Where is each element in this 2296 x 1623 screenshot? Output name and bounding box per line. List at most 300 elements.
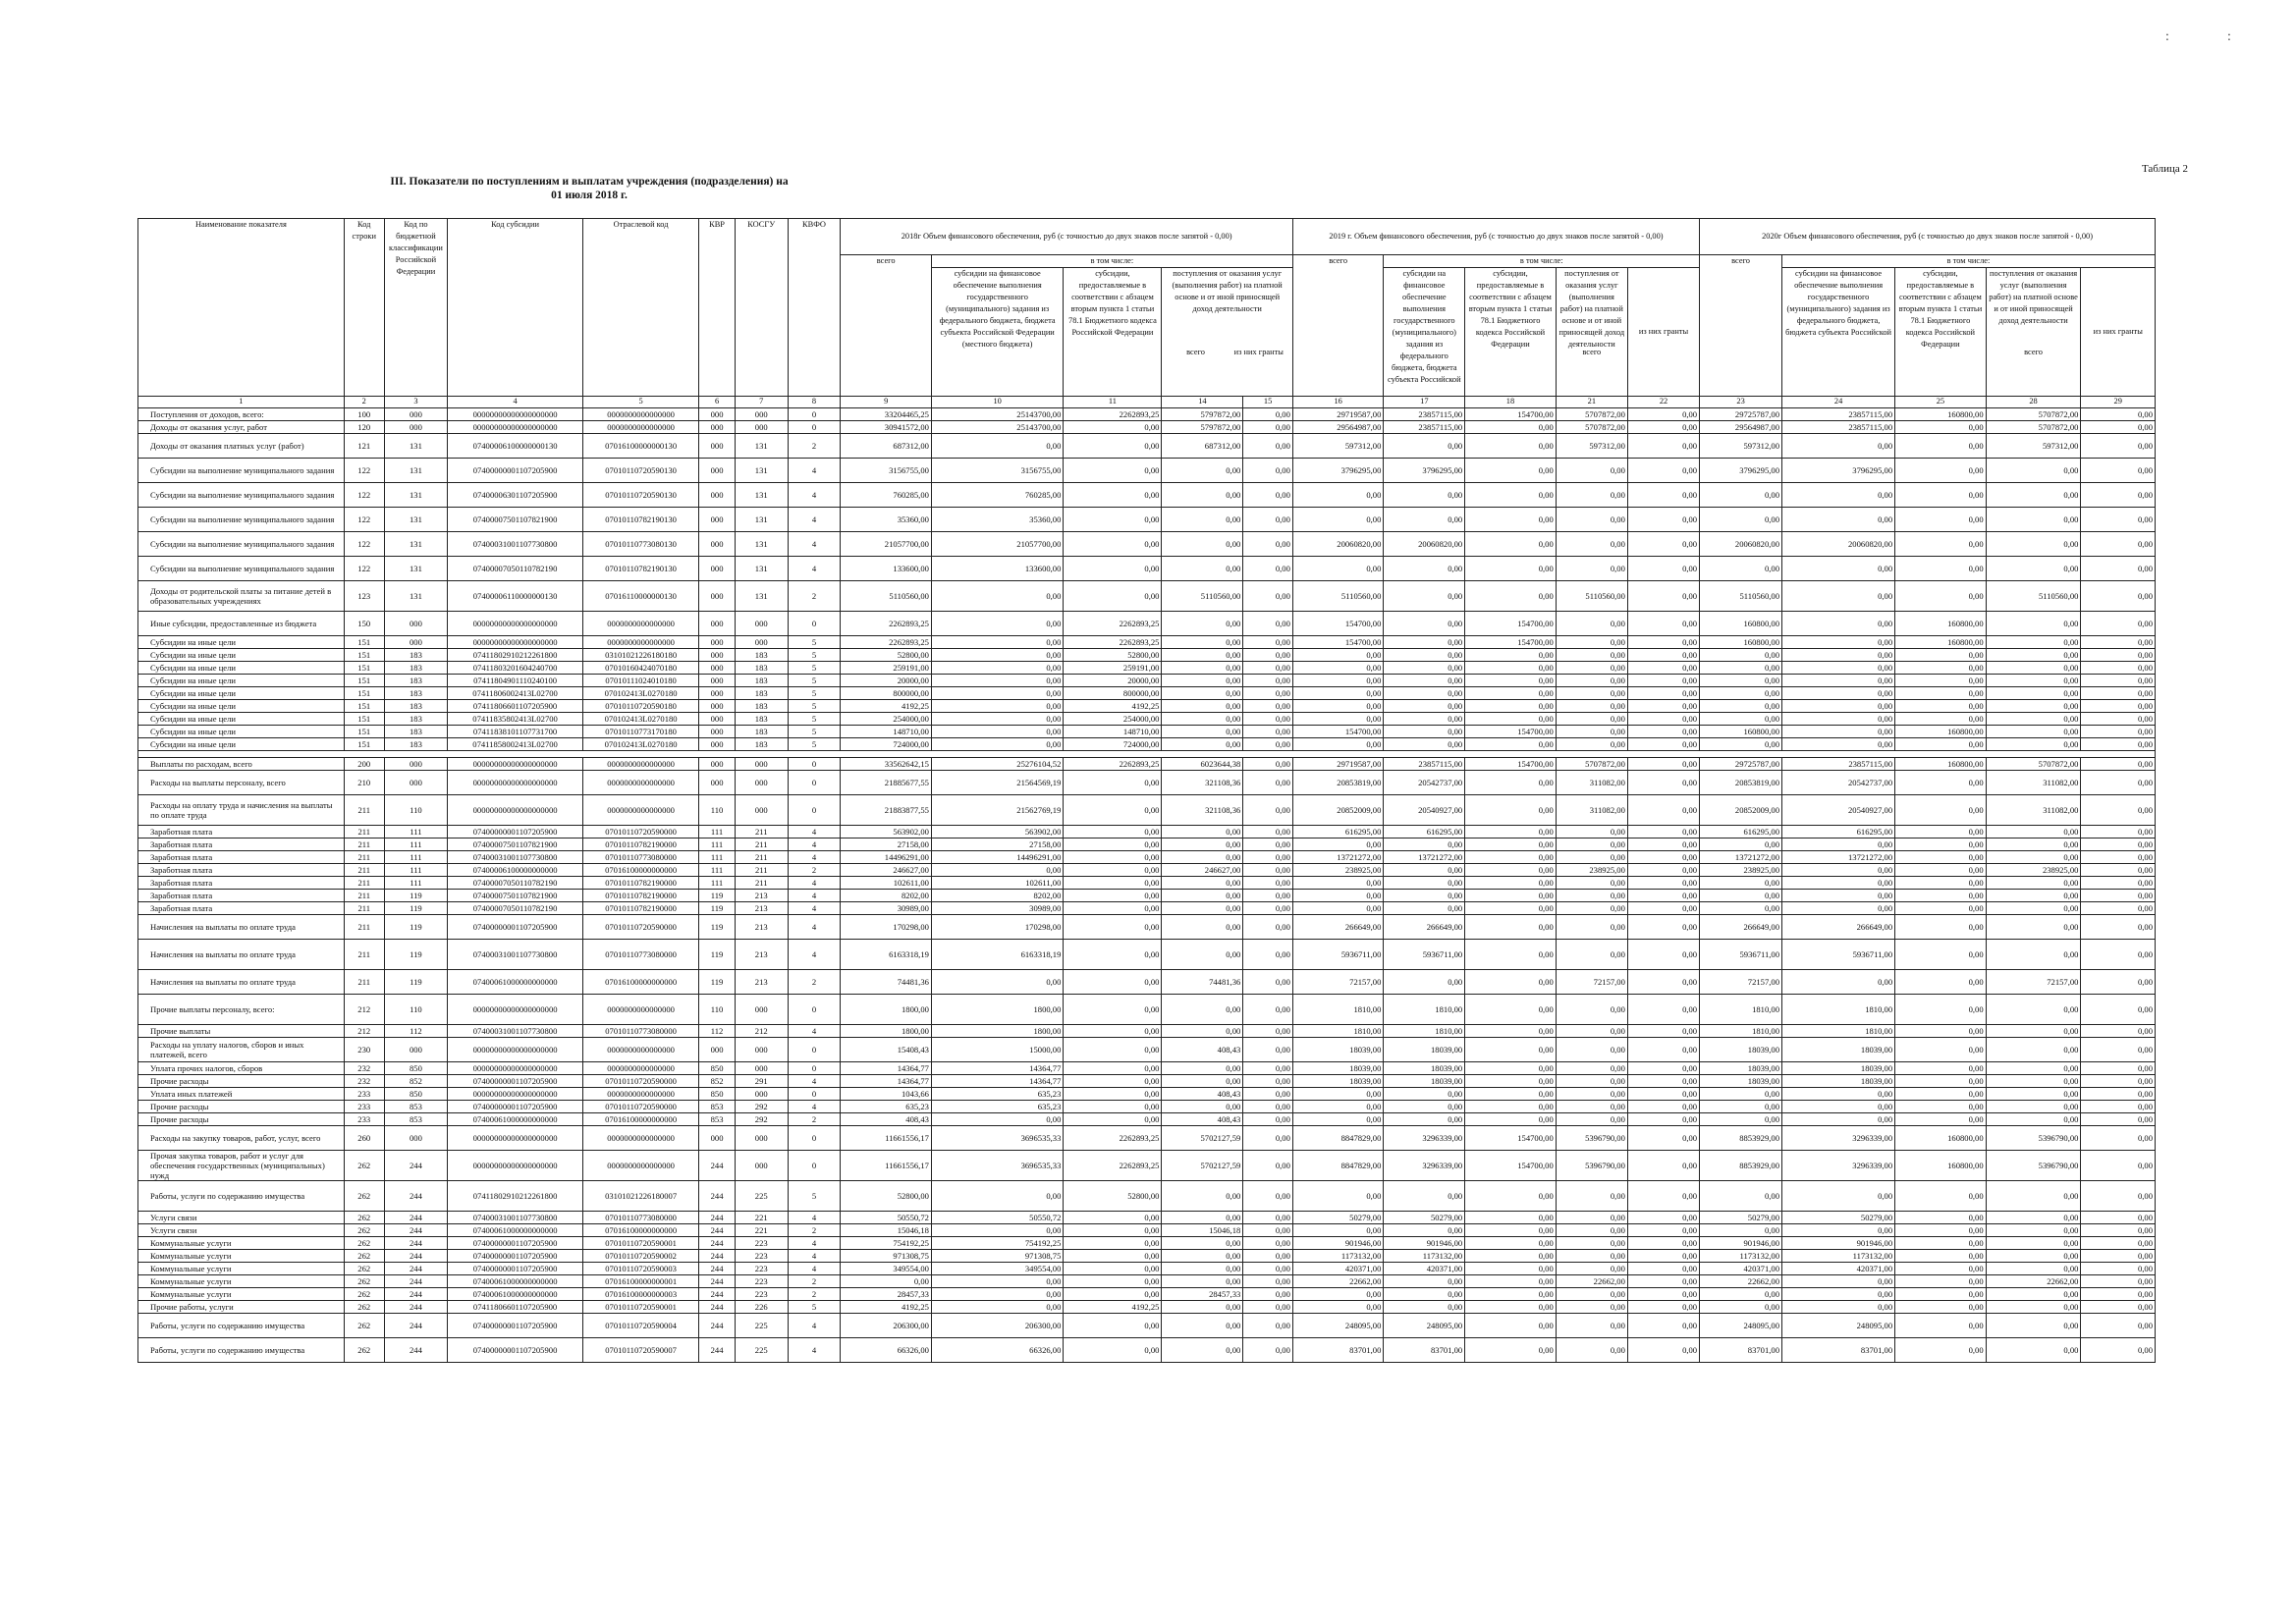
- code-cell: 000: [735, 1088, 788, 1101]
- code-cell: 244: [384, 1224, 448, 1237]
- sub-art78-header: субсидии, предоставляемые в соответствии с абзацем вторым пункта 1 статьи 78.1 Бюджетного кодекса Российской Федерации: [1895, 268, 1987, 397]
- amount-cell: 0,00: [1627, 421, 1699, 434]
- amount-cell: 0,00: [1986, 459, 2081, 483]
- amount-cell: 0,00: [931, 738, 1063, 751]
- amount-cell: 30941572,00: [841, 421, 932, 434]
- amount-cell: 971308,75: [841, 1250, 932, 1263]
- amount-cell: 0,00: [1627, 1025, 1699, 1038]
- code-cell: 00000000000000000000: [448, 1126, 583, 1151]
- amount-cell: 311082,00: [1986, 771, 2081, 795]
- amount-cell: 0,00: [2081, 1101, 2156, 1113]
- amount-cell: 0,00: [1162, 508, 1243, 532]
- code-cell: 119: [699, 970, 736, 995]
- amount-cell: 0,00: [1895, 995, 1987, 1025]
- amount-cell: 18039,00: [1292, 1062, 1384, 1075]
- indicator-name-cell: Заработная плата: [138, 902, 345, 915]
- table-row: [138, 421, 2156, 434]
- amount-cell: 0,00: [1384, 687, 1465, 700]
- amount-cell: 14364,77: [931, 1075, 1063, 1088]
- amount-cell: 160800,00: [1700, 636, 1782, 649]
- amount-cell: 5110560,00: [1556, 581, 1627, 612]
- code-cell: 2: [788, 434, 841, 459]
- amount-cell: 0,00: [2081, 1212, 2156, 1224]
- code-cell: 000: [384, 408, 448, 421]
- code-cell: 183: [735, 649, 788, 662]
- amount-cell: 760285,00: [841, 483, 932, 508]
- code-cell: 119: [699, 940, 736, 970]
- code-cell: 07016100000000003: [582, 1288, 698, 1301]
- amount-cell: 0,00: [1895, 1314, 1987, 1338]
- amount-cell: 5396790,00: [1556, 1126, 1627, 1151]
- code-cell: 07016100000000001: [582, 1275, 698, 1288]
- amount-cell: 21883877,55: [841, 795, 932, 826]
- table-row: [138, 459, 2156, 483]
- code-cell: 000: [699, 581, 736, 612]
- amount-cell: 1043,66: [841, 1088, 932, 1101]
- code-cell: 2: [788, 970, 841, 995]
- code-cell: 000: [699, 459, 736, 483]
- amount-cell: 0,00: [1782, 1088, 1895, 1101]
- code-cell: 00000000000000000000: [448, 995, 583, 1025]
- amount-cell: 0,00: [1465, 1275, 1557, 1288]
- indicator-name-cell: Работы, услуги по содержанию имущества: [138, 1181, 345, 1212]
- amount-cell: 0,00: [1465, 1075, 1557, 1088]
- code-cell: 244: [384, 1237, 448, 1250]
- indicator-name-cell: Заработная плата: [138, 890, 345, 902]
- amount-cell: 20542737,00: [1384, 771, 1465, 795]
- amount-cell: 597312,00: [1700, 434, 1782, 459]
- table-row: [138, 771, 2156, 795]
- amount-cell: 52800,00: [1064, 649, 1162, 662]
- amount-cell: 170298,00: [841, 915, 932, 940]
- amount-cell: 754192,25: [931, 1237, 1063, 1250]
- amount-cell: 0,00: [1895, 649, 1987, 662]
- amount-cell: 0,00: [1556, 1181, 1627, 1212]
- amount-cell: 29725787,00: [1700, 758, 1782, 771]
- amount-cell: 0,00: [1384, 839, 1465, 851]
- amount-cell: 18039,00: [1384, 1062, 1465, 1075]
- amount-cell: 0,00: [931, 662, 1063, 675]
- amount-cell: 0,00: [1162, 1101, 1243, 1113]
- amount-cell: 0,00: [1627, 557, 1699, 581]
- amount-cell: 0,00: [1556, 1301, 1627, 1314]
- amount-cell: 8847829,00: [1292, 1151, 1384, 1181]
- code-cell: 07010110720590001: [582, 1301, 698, 1314]
- amount-cell: 3296339,00: [1782, 1151, 1895, 1181]
- amount-cell: 0,00: [1384, 902, 1465, 915]
- amount-cell: 1173132,00: [1292, 1250, 1384, 1263]
- amount-cell: 0,00: [1627, 726, 1699, 738]
- code-cell: 07400007050110782190: [448, 877, 583, 890]
- code-cell: 4: [788, 1101, 841, 1113]
- amount-cell: 321108,36: [1162, 771, 1243, 795]
- code-cell: 03101021226180180: [582, 649, 698, 662]
- amount-cell: 154700,00: [1465, 1126, 1557, 1151]
- amount-cell: 0,00: [2081, 970, 2156, 995]
- column-number: 14: [1162, 397, 1243, 408]
- code-cell: 000: [699, 758, 736, 771]
- amount-cell: 0,00: [1895, 1212, 1987, 1224]
- paid-services-label: поступления от оказания услуг (выполнения работ) на платной основе и от иной приносящей доход деятельности: [1172, 269, 1283, 313]
- code-cell: 000: [699, 532, 736, 557]
- amount-cell: 29564987,00: [1292, 421, 1384, 434]
- amount-cell: 0,00: [1162, 1237, 1243, 1250]
- column-number: 3: [384, 397, 448, 408]
- amount-cell: 0,00: [1465, 1301, 1557, 1314]
- amount-cell: 20542737,00: [1782, 771, 1895, 795]
- code-cell: 5: [788, 1181, 841, 1212]
- amount-cell: 0,00: [1465, 1101, 1557, 1113]
- amount-cell: 0,00: [1556, 1212, 1627, 1224]
- code-cell: 211: [344, 795, 384, 826]
- code-cell: 223: [735, 1250, 788, 1263]
- amount-cell: 0,00: [1700, 902, 1782, 915]
- amount-cell: 0,00: [2081, 581, 2156, 612]
- amount-cell: 0,00: [1243, 687, 1293, 700]
- amount-cell: 0,00: [1627, 459, 1699, 483]
- amount-cell: 0,00: [1243, 1075, 1293, 1088]
- amount-cell: 1810,00: [1782, 995, 1895, 1025]
- amount-cell: 52800,00: [841, 1181, 932, 1212]
- amount-cell: 0,00: [1986, 940, 2081, 970]
- amount-cell: 1800,00: [931, 1025, 1063, 1038]
- table-row: [138, 636, 2156, 649]
- amount-cell: 246627,00: [1162, 864, 1243, 877]
- amount-cell: 3696535,33: [931, 1151, 1063, 1181]
- amount-cell: 72157,00: [1700, 970, 1782, 995]
- amount-cell: 18039,00: [1782, 1038, 1895, 1062]
- amount-cell: 0,00: [1064, 459, 1162, 483]
- amount-cell: 5936711,00: [1292, 940, 1384, 970]
- amount-cell: 0,00: [1986, 1224, 2081, 1237]
- table-row: [138, 532, 2156, 557]
- amount-cell: 0,00: [1384, 434, 1465, 459]
- code-cell: 0: [788, 1126, 841, 1151]
- code-cell: 0: [788, 1151, 841, 1181]
- code-cell: 221: [735, 1224, 788, 1237]
- indicator-name-cell: Начисления на выплаты по оплате труда: [138, 970, 345, 995]
- amount-cell: 5936711,00: [1384, 940, 1465, 970]
- amount-cell: 0,00: [1700, 557, 1782, 581]
- indicator-name-cell: Прочие расходы: [138, 1113, 345, 1126]
- code-cell: 4: [788, 890, 841, 902]
- table-row: [138, 915, 2156, 940]
- amount-cell: 0,00: [1064, 1038, 1162, 1062]
- amount-cell: 0,00: [1782, 877, 1895, 890]
- code-cell: 111: [699, 877, 736, 890]
- amount-cell: 0,00: [1064, 940, 1162, 970]
- amount-cell: 1800,00: [841, 995, 932, 1025]
- code-cell: 111: [384, 877, 448, 890]
- amount-cell: 0,00: [1465, 1314, 1557, 1338]
- amount-cell: 0,00: [1895, 1062, 1987, 1075]
- amount-cell: 0,00: [1986, 662, 2081, 675]
- amount-cell: 0,00: [1465, 1038, 1557, 1062]
- table-row: [138, 557, 2156, 581]
- amount-cell: 0,00: [1782, 738, 1895, 751]
- amount-cell: 2262893,25: [1064, 1126, 1162, 1151]
- amount-cell: 0,00: [2081, 902, 2156, 915]
- code-cell: 0: [788, 1038, 841, 1062]
- amount-cell: 0,00: [1895, 738, 1987, 751]
- code-cell: 0: [788, 408, 841, 421]
- amount-cell: 2262893,25: [1064, 636, 1162, 649]
- code-cell: 244: [384, 1338, 448, 1363]
- including-header: в том числе:: [931, 255, 1292, 268]
- code-cell: 225: [735, 1181, 788, 1212]
- amount-cell: 0,00: [1627, 1301, 1699, 1314]
- code-cell: 183: [384, 662, 448, 675]
- code-cell: 210: [344, 771, 384, 795]
- code-cell: 213: [735, 902, 788, 915]
- amount-cell: 18039,00: [1384, 1038, 1465, 1062]
- code-cell: 0000000000000000: [582, 1088, 698, 1101]
- amount-cell: 0,00: [1064, 581, 1162, 612]
- code-cell: 0000000000000000: [582, 421, 698, 434]
- code-cell: 000: [699, 434, 736, 459]
- table-row: [138, 1025, 2156, 1038]
- amount-cell: 635,23: [931, 1088, 1063, 1101]
- code-cell: 213: [735, 970, 788, 995]
- amount-cell: 3296339,00: [1384, 1151, 1465, 1181]
- amount-cell: 0,00: [1782, 1288, 1895, 1301]
- table-row: [138, 662, 2156, 675]
- amount-cell: 0,00: [1627, 675, 1699, 687]
- code-cell: 000: [699, 771, 736, 795]
- indicator-name-cell: Субсидии на иные цели: [138, 662, 345, 675]
- amount-cell: 724000,00: [1064, 738, 1162, 751]
- code-cell: 000: [699, 662, 736, 675]
- amount-cell: 800000,00: [841, 687, 932, 700]
- code-cell: 111: [384, 826, 448, 839]
- table-row: [138, 1181, 2156, 1212]
- amount-cell: 901946,00: [1782, 1237, 1895, 1250]
- code-cell: 00000000000000000000: [448, 771, 583, 795]
- amount-cell: 0,00: [1700, 1113, 1782, 1126]
- amount-cell: 160800,00: [1895, 408, 1987, 421]
- code-cell: 4: [788, 557, 841, 581]
- amount-cell: 0,00: [1243, 995, 1293, 1025]
- amount-cell: 800000,00: [1064, 687, 1162, 700]
- code-cell: 119: [699, 890, 736, 902]
- amount-cell: 0,00: [1627, 1038, 1699, 1062]
- code-cell: 07010110782190000: [582, 839, 698, 851]
- amount-cell: 1173132,00: [1782, 1250, 1895, 1263]
- code-cell: 07400031001107730800: [448, 1025, 583, 1038]
- code-cell: 211: [344, 915, 384, 940]
- code-cell: 110: [384, 995, 448, 1025]
- amount-cell: 0,00: [2081, 890, 2156, 902]
- code-cell: 000: [384, 421, 448, 434]
- amount-cell: 0,00: [1384, 1288, 1465, 1301]
- amount-cell: 0,00: [1162, 1250, 1243, 1263]
- amount-cell: 0,00: [1064, 890, 1162, 902]
- amount-cell: 0,00: [1556, 726, 1627, 738]
- code-cell: 110: [699, 995, 736, 1025]
- amount-cell: 563902,00: [931, 826, 1063, 839]
- code-cell: 000: [384, 1126, 448, 1151]
- amount-cell: 0,00: [2081, 1113, 2156, 1126]
- code-cell: 244: [384, 1288, 448, 1301]
- amount-cell: 0,00: [1162, 1181, 1243, 1212]
- table-row: [138, 649, 2156, 662]
- amount-cell: 0,00: [931, 612, 1063, 636]
- code-cell: 211: [344, 940, 384, 970]
- amount-cell: 0,00: [2081, 1288, 2156, 1301]
- table-row: [138, 1212, 2156, 1224]
- amount-cell: 0,00: [1556, 1101, 1627, 1113]
- indicator-name-cell: Прочие расходы: [138, 1075, 345, 1088]
- amount-cell: 72157,00: [1556, 970, 1627, 995]
- amount-cell: 0,00: [1064, 557, 1162, 581]
- table-row: [138, 890, 2156, 902]
- amount-cell: 5396790,00: [1986, 1126, 2081, 1151]
- total-header: всего: [1292, 255, 1384, 397]
- table-row: [138, 687, 2156, 700]
- table-row: [138, 726, 2156, 738]
- code-cell: 0000000000000000: [582, 1126, 698, 1151]
- code-cell: 223: [735, 1237, 788, 1250]
- indicator-name-cell: Заработная плата: [138, 877, 345, 890]
- amount-cell: 0,00: [1895, 1338, 1987, 1363]
- amount-cell: 0,00: [1243, 1301, 1293, 1314]
- amount-cell: 0,00: [1556, 1224, 1627, 1237]
- amount-cell: 0,00: [1465, 738, 1557, 751]
- amount-cell: 3156755,00: [841, 459, 932, 483]
- amount-cell: 0,00: [1465, 940, 1557, 970]
- amount-cell: 0,00: [1465, 1113, 1557, 1126]
- amount-cell: 0,00: [1627, 581, 1699, 612]
- amount-cell: 18039,00: [1700, 1062, 1782, 1075]
- amount-cell: 0,00: [1292, 662, 1384, 675]
- amount-cell: 1810,00: [1782, 1025, 1895, 1038]
- amount-cell: 0,00: [2081, 1301, 2156, 1314]
- code-cell: 233: [344, 1101, 384, 1113]
- amount-cell: 0,00: [1782, 970, 1895, 995]
- table-row: [138, 1075, 2156, 1088]
- amount-cell: 0,00: [1895, 557, 1987, 581]
- amount-cell: 0,00: [2081, 758, 2156, 771]
- receipts-payments-table: [137, 218, 2156, 1363]
- code-cell: 4: [788, 1338, 841, 1363]
- amount-cell: 5797872,00: [1162, 408, 1243, 421]
- indicator-name-cell: Заработная плата: [138, 851, 345, 864]
- amount-cell: 1810,00: [1700, 995, 1782, 1025]
- amount-cell: 5707872,00: [1986, 408, 2081, 421]
- amount-cell: 0,00: [931, 970, 1063, 995]
- amount-cell: 0,00: [1384, 662, 1465, 675]
- amount-cell: 3296339,00: [1782, 1126, 1895, 1151]
- code-cell: 07010110720590130: [582, 483, 698, 508]
- code-cell: 244: [384, 1151, 448, 1181]
- amount-cell: 0,00: [1384, 675, 1465, 687]
- amount-cell: 0,00: [1465, 915, 1557, 940]
- amount-cell: 20060820,00: [1782, 532, 1895, 557]
- indicator-name-cell: Уплата прочих налогов, сборов: [138, 1062, 345, 1075]
- amount-cell: 0,00: [1243, 483, 1293, 508]
- amount-cell: 5110560,00: [1986, 581, 2081, 612]
- amount-cell: 4192,25: [841, 1301, 932, 1314]
- amount-cell: 0,00: [2081, 1338, 2156, 1363]
- amount-cell: 563902,00: [841, 826, 932, 839]
- amount-cell: 154700,00: [1465, 1151, 1557, 1181]
- amount-cell: 0,00: [931, 1275, 1063, 1288]
- column-number: 8: [788, 397, 841, 408]
- indicator-name-cell: Доходы от родительской платы за питание детей в образовательных учреждениях: [138, 581, 345, 612]
- code-cell: 262: [344, 1181, 384, 1212]
- code-cell: 183: [735, 687, 788, 700]
- code-cell: 4: [788, 839, 841, 851]
- amount-cell: 0,00: [1986, 1338, 2081, 1363]
- amount-cell: 0,00: [1627, 1075, 1699, 1088]
- amount-cell: 0,00: [1627, 1263, 1699, 1275]
- amount-cell: 0,00: [1064, 1288, 1162, 1301]
- amount-cell: 0,00: [2081, 851, 2156, 864]
- amount-cell: 160800,00: [1895, 636, 1987, 649]
- table-row: [138, 902, 2156, 915]
- code-cell: 0: [788, 795, 841, 826]
- amount-cell: 0,00: [1243, 662, 1293, 675]
- indicator-name-cell: Субсидии на иные цели: [138, 649, 345, 662]
- code-cell: 230: [344, 1038, 384, 1062]
- code-cell: 244: [699, 1275, 736, 1288]
- amount-cell: 0,00: [1556, 1113, 1627, 1126]
- amount-cell: 0,00: [1556, 1075, 1627, 1088]
- code-cell: 0: [788, 995, 841, 1025]
- code-cell: 183: [384, 687, 448, 700]
- amount-cell: 0,00: [2081, 557, 2156, 581]
- code-cell: 850: [699, 1088, 736, 1101]
- amount-cell: 0,00: [1895, 940, 1987, 970]
- amount-cell: 0,00: [1895, 795, 1987, 826]
- amount-cell: 0,00: [1782, 713, 1895, 726]
- amount-cell: 0,00: [1243, 839, 1293, 851]
- code-cell: 131: [735, 434, 788, 459]
- indicator-name-cell: Прочие выплаты персоналу, всего:: [138, 995, 345, 1025]
- code-cell: 07411806601107205900: [448, 700, 583, 713]
- amount-cell: 0,00: [1465, 1288, 1557, 1301]
- code-cell: 07400000001107205900: [448, 1075, 583, 1088]
- amount-cell: 0,00: [1782, 675, 1895, 687]
- amount-cell: 0,00: [1627, 1275, 1699, 1288]
- code-cell: 262: [344, 1212, 384, 1224]
- code-cell: 2: [788, 864, 841, 877]
- code-cell: 2: [788, 1288, 841, 1301]
- paid-services-header: [1986, 268, 2081, 397]
- code-cell: 244: [384, 1314, 448, 1338]
- amount-cell: 0,00: [1895, 1025, 1987, 1038]
- sub-state-task-header: субсидии на финансовое обеспечение выполнения государственного (муниципального) задания из федерального бюджета, бюджета субъекта Российской Федерации (местного бюджета): [931, 268, 1063, 397]
- amount-cell: 0,00: [1895, 915, 1987, 940]
- code-cell: 200: [344, 758, 384, 771]
- amount-cell: 0,00: [1895, 1038, 1987, 1062]
- amount-cell: 0,00: [931, 864, 1063, 877]
- amount-cell: 0,00: [1782, 1113, 1895, 1126]
- amount-cell: 0,00: [2081, 1088, 2156, 1101]
- amount-cell: 0,00: [1465, 890, 1557, 902]
- amount-cell: 0,00: [1243, 864, 1293, 877]
- amount-cell: 4192,25: [841, 700, 932, 713]
- amount-cell: 0,00: [1556, 1338, 1627, 1363]
- code-cell: 07010110720590180: [582, 700, 698, 713]
- amount-cell: 0,00: [2081, 726, 2156, 738]
- amount-cell: 0,00: [1384, 557, 1465, 581]
- amount-cell: 0,00: [1556, 1025, 1627, 1038]
- amount-cell: 0,00: [1243, 1288, 1293, 1301]
- amount-cell: 0,00: [1986, 636, 2081, 649]
- amount-cell: 420371,00: [1782, 1263, 1895, 1275]
- indicator-name-cell: Субсидии на иные цели: [138, 738, 345, 751]
